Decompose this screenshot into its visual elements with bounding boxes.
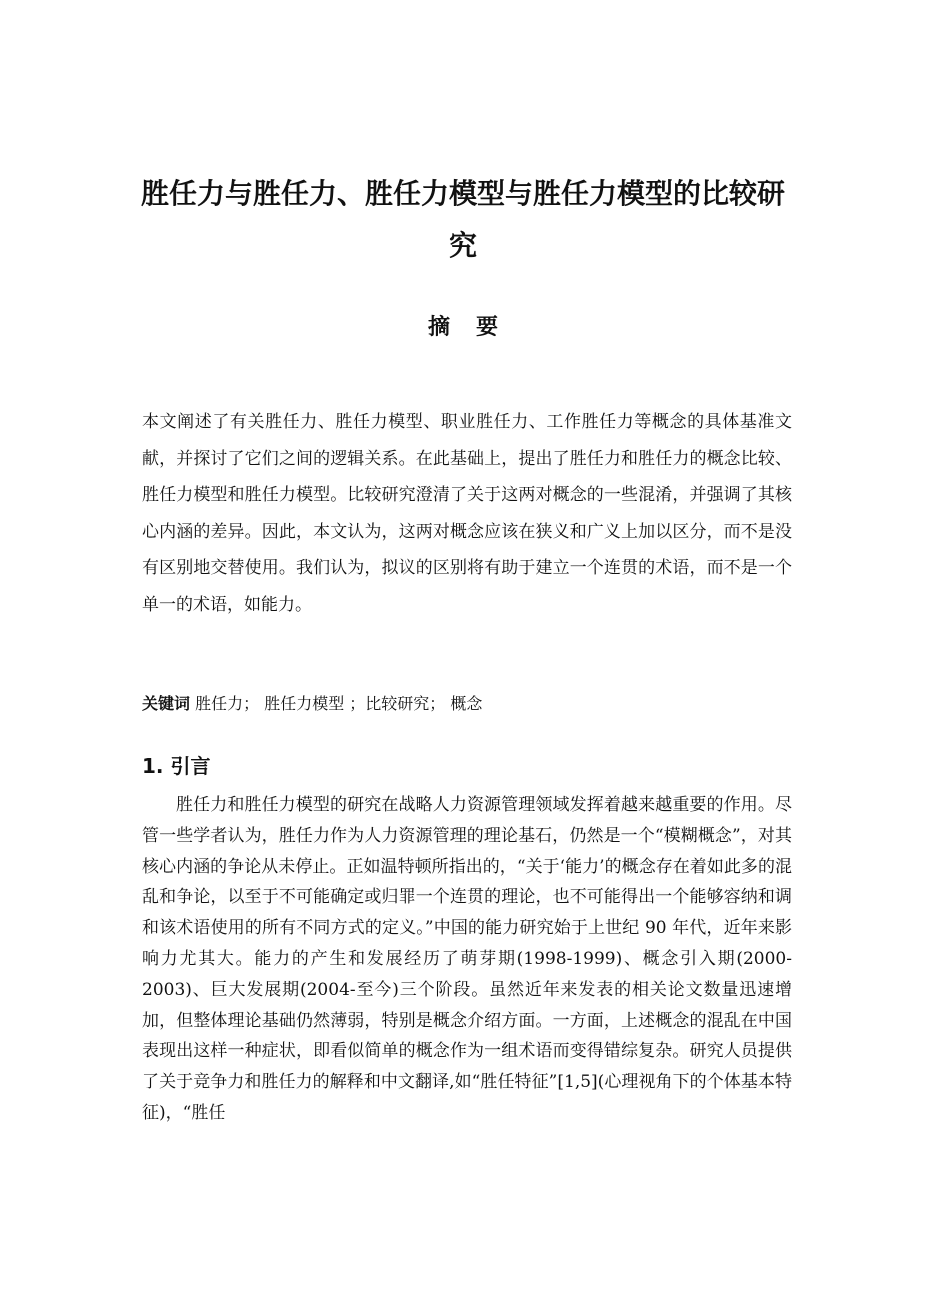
introduction-paragraph: 胜任力和胜任力模型的研究在战略人力资源管理领域发挥着越来越重要的作用。尽管一些学者认为，胜任力作为人力资源管理的理论基石，仍然是一个“模糊概念”，对其核心内涵的争论从未停止。正如温特顿所指出的，“关于‘能力’的概念存在着如此多的混乱和争论，以至于不可能确定或归罪一个连贯的理论，也不可能得出一个能够容纳和调和该术语使用的所有不同方式的定义。”中国的能力研究始于上世纪 90 年代，近年来影响力尤其大。能力的产生和发展经历了萌芽期(1998-1999)、概念引入期(2000-2003)、巨大发展期(2004-至今)三个阶段。虽然近年来发表的相关论文数量迅速增加，但整体理论基础仍然薄弱，特别是概念介绍方面。一方面，上述概念的混乱在中国表现出这样一种症状，即看似简单的概念作为一组术语而变得错综复杂。研究人员提供了关于竞争力和胜任力的解释和中文翻译,如“胜任特征”[1,5](心理视角下的个体基本特征)，“胜任	[142, 795, 792, 1123]
keywords-line	[142, 690, 792, 718]
abstract-text: 本文阐述了有关胜任力、胜任力模型、职业胜任力、工作胜任力等概念的具体基准文献，并探讨了它们之间的逻辑关系。在此基础上，提出了胜任力和胜任力的概念比较、胜任力模型和胜任力模型。比较研究澄清了关于这两对概念的一些混淆，并强调了其核心内涵的差异。因此，本文认为，这两对概念应该在狭义和广义上加以区分，而不是没有区别地交替使用。我们认为，拟议的区别将有助于建立一个连贯的术语，而不是一个单一的术语，如能力。	[142, 412, 792, 615]
keywords-label: 关键词	[142, 694, 191, 713]
abstract-heading: 摘要	[427, 315, 524, 340]
section-heading-introduction: 1. 引言	[142, 754, 211, 778]
paper-title: 胜任力与胜任力、胜任力模型与胜任力模型的比较研究	[140, 177, 785, 262]
keywords-list: 胜任力； 胜任力模型 ；比较研究； 概念	[190, 694, 483, 713]
